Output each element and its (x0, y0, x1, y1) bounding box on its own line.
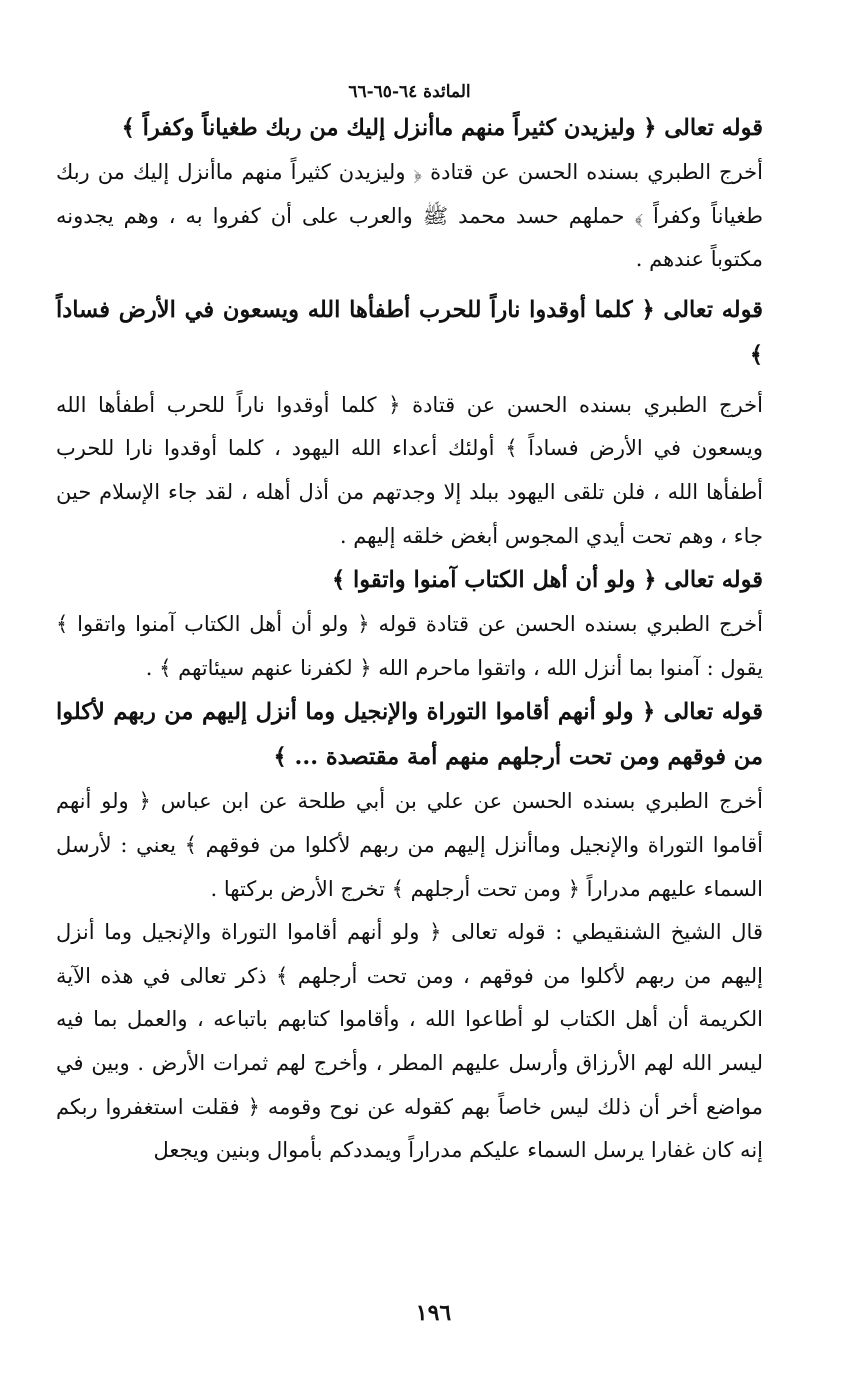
commentary-paragraph-4: أخرج الطبري بسنده الحسن عن علي بن أبي طلحة عن ابن عباس ﴿ ولو أنهم أقاموا التوراة والإنجيل وماأنزل إليهم من ربهم لأكلوا من فوقهم ﴾ يعني : لأرسل السماء عليهم مدراراً ﴿ ومن تحت أرجلهم ﴾ تخرج الأرض بركتها . (56, 789, 763, 901)
commentary-paragraph-5: قال الشيخ الشنقيطي : قوله تعالى ﴿ ولو أنهم أقاموا التوراة والإنجيل وما أنزل إليهم من ربهم لأكلوا من فوقهم ، ومن تحت أرجلهم ﴾ ذكر تعالى في هذه الآية الكريمة أن أهل الكتاب لو أطاعوا الله ، وأقاموا كتابهم باتباعه ، والعمل بما فيه ليسر الله لهم الأرزاق وأرسل عليهم المطر ، وأخرج لهم ثمرات الأرض . وبين في مواضع أخر أن ذلك ليس خاصاً بهم كقوله عن نوح وقومه ﴿ فقلت استغفروا ربكم إنه كان غفارا يرسل السماء عليكم مدراراً ويمددكم بأموال وبنين ويجعل (56, 920, 763, 1163)
verse-heading-1: قوله تعالى ﴿ وليزيدن كثيراً منهم ماأنزل إليك من ربك طغياناً وكفراً ﴾ (121, 115, 763, 141)
commentary-paragraph-1: أخرج الطبري بسنده الحسن عن قتادة ﴿ وليزيدن كثيراً منهم ماأنزل إليك من ربك طغياناً وكفراً ﴾ حملهم حسد محمد ﷺ والعرب على أن كفروا به ، وهم يجدونه مكتوباً عندهم . (56, 160, 763, 272)
running-header: المائدة ٦٤-٦٥-٦٦ (348, 82, 471, 102)
page-number: ١٩٦ (415, 1300, 452, 1326)
verse-heading-3: قوله تعالى ﴿ ولو أن أهل الكتاب آمنوا واتقوا ﴾ (332, 567, 763, 594)
commentary-paragraph-2: أخرج الطبري بسنده الحسن عن قتادة ﴿ كلما أوقدوا ناراً للحرب أطفأها الله ويسعون في الأرض فساداً ﴾ أولئك أعداء الله اليهود ، كلما أوقدوا نارا للحرب أطفأها الله ، فلن تلقى اليهود ببلد إلا وجدتهم من أذل أهله ، لقد جاء الإسلام حين جاء ، وهم تحت أيدي المجوس أبغض خلقه إليهم . (56, 392, 763, 548)
commentary-paragraph-3: أخرج الطبري بسنده الحسن عن قتادة قوله ﴿ ولو أن أهل الكتاب آمنوا واتقوا ﴾ يقول : آمنوا بما أنزل الله ، واتقوا ماحرم الله ﴿ لكفرنا عنهم سيئاتهم ﴾ . (56, 612, 763, 680)
verse-heading-2: قوله تعالى ﴿ كلما أوقدوا ناراً للحرب أطفأها الله ويسعون في الأرض فساداً ﴾ (56, 296, 763, 368)
verse-heading-4: قوله تعالى ﴿ ولو أنهم أقاموا التوراة والإنجيل وما أنزل إليهم من ربهم لأكلوا من فوقهم ومن تحت أرجلهم منهم أمة مقتصدة ... ﴾ (56, 699, 763, 771)
